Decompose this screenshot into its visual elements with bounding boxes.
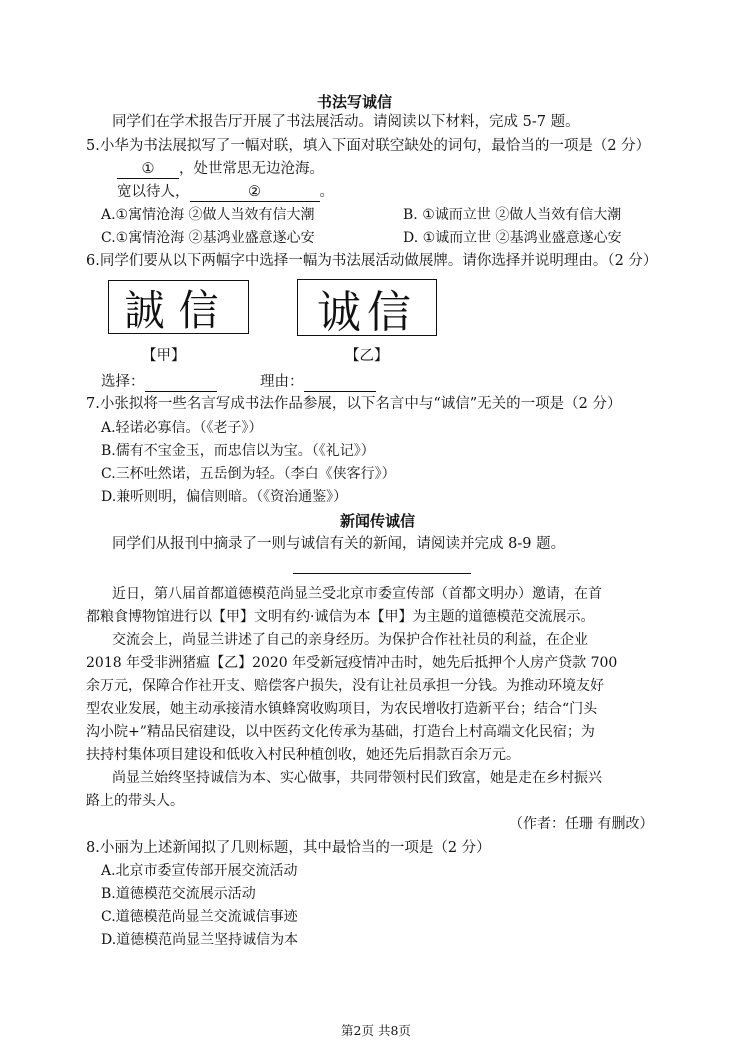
couplet-line-1	[117, 159, 324, 179]
q8-option-b[interactable]: B.道德模范交流展示活动	[101, 886, 256, 902]
news-paragraph-1-line-1: 近日，第八届首都道德模范尚显兰受北京市委宣传部（首都文明办）邀请，在首	[112, 586, 602, 602]
q5-option-b[interactable]: B. ①诚而立世 ②做人当效有信大潮	[403, 207, 622, 223]
q7-option-b[interactable]: B.儒有不宝金玉，而忠信以为宝。（《礼记》）	[101, 443, 375, 459]
q5-option-a[interactable]: A.①寓情沧海 ②做人当效有信大潮	[101, 207, 315, 223]
page-footer: 第2页 共8页	[341, 1023, 411, 1038]
news-paragraph-2-line-2: 2018 年受非洲猪瘟【乙】2020 年受新冠疫情冲击时，她先后抵押个人房产贷款 700	[86, 655, 618, 671]
q8-option-c[interactable]: C.道德模范尚显兰交流诚信事迹	[101, 909, 298, 925]
calligraphy-yi-text: 诚信	[317, 286, 417, 338]
news-paragraph-3-line-1: 尚显兰始终坚持诚信为本、实心做事，共同带领村民们致富，她是走在乡村振兴	[112, 770, 602, 786]
q5-option-d[interactable]: D. ①诚而立世 ②基鸿业盛意遂心安	[403, 230, 622, 246]
q8-option-d[interactable]: D.道德模范尚显兰坚持诚信为本	[101, 932, 299, 948]
question-8-stem: 8.小丽为上述新闻拟了几则标题，其中最恰当的一项是（2 分）	[86, 840, 491, 856]
q7-option-a[interactable]: A.轻诺必寡信。（《老子》）	[101, 420, 263, 436]
section-title-news: 新闻传诚信	[340, 512, 416, 530]
couplet-line-2-start: 宽以待人，	[117, 184, 190, 200]
question-5-stem: 5.小华为书法展拟写了一幅对联，填入下面对联空缺处的词句，最恰当的一项是（2 分）	[86, 138, 651, 154]
couplet-blank-1[interactable]: ①	[117, 160, 179, 179]
news-paragraph-3-line-2: 路上的带头人。	[86, 793, 184, 809]
q7-option-c[interactable]: C.三杯吐然诺，五岳倒为轻。（李白《侠客行》）	[101, 466, 396, 482]
question-7-stem: 7.小张拟将一些名言写成书法作品参展，以下名言中与“诚信”无关的一项是（2 分）	[86, 396, 622, 412]
question-6-stem: 6.同学们要从以下两幅字中选择一幅为书法展活动做展牌。请你选择并说明理由。（2 分）	[86, 253, 658, 269]
news-divider	[293, 573, 471, 574]
calligraphy-yi-box[interactable]	[297, 279, 437, 336]
label-yi: 【乙】	[345, 348, 389, 364]
couplet-line-2-end: 。	[319, 184, 334, 200]
news-paragraph-2-line-1: 交流会上，尚显兰讲述了自己的亲身经历。为保护合作社社员的利益，在企业	[112, 632, 588, 648]
reason-label: 理由：	[260, 374, 304, 390]
couplet-line-2	[117, 182, 334, 202]
choice-label: 选择：	[101, 374, 145, 390]
news-paragraph-2-line-4: 型农业发展，她主动承接清水镇蜂窝收购项目，为农民增收打造新平台；结合“门头	[86, 701, 598, 717]
q8-option-a[interactable]: A.北京市委宣传部开展交流活动	[101, 863, 298, 879]
choice-answer-field[interactable]	[145, 373, 217, 392]
reason-row	[260, 372, 376, 392]
news-paragraph-1-line-2: 都粮食博物馆进行以【甲】文明有约·诚信为本【甲】为主题的道德模范交流展示。	[86, 609, 595, 625]
q5-option-c[interactable]: C.①寓情沧海 ②基鸿业盛意遂心安	[101, 230, 315, 246]
couplet-blank-2[interactable]: ②	[190, 183, 320, 202]
calligraphy-jia-box[interactable]	[108, 280, 249, 334]
label-jia: 【甲】	[142, 348, 186, 364]
news-paragraph-2-line-5: 沟小院+”精品民宿建设，以中医药文化传承为基础，打造台上村高端文化民宿；为	[86, 724, 595, 740]
calligraphy-jia-text: 誠信	[124, 286, 233, 335]
reason-answer-field[interactable]	[304, 373, 376, 392]
choice-row	[101, 372, 217, 392]
news-author: （作者：任珊 有删改）	[509, 816, 654, 832]
news-paragraph-2-line-3: 余万元，保障合作社开支、赔偿客户损失，没有让社员承担一分钱。为推动环境友好	[86, 678, 604, 694]
section-title-calligraphy: 书法写诚信	[317, 93, 393, 111]
section-intro: 同学们在学术报告厅开展了书法展活动。请阅读以下材料，完成 5-7 题。	[112, 114, 580, 130]
section-2-intro: 同学们从报刊中摘录了一则与诚信有关的新闻，请阅读并完成 8-9 题。	[112, 536, 566, 552]
news-paragraph-2-line-6: 扶持村集体项目建设和低收入村民种植创收，她还先后捐款百余万元。	[86, 747, 520, 763]
q7-option-d[interactable]: D.兼听则明，偏信则暗。（《资治通鉴》）	[101, 489, 348, 505]
couplet-line-1-text: ，处世常思无边沧海。	[179, 161, 324, 177]
